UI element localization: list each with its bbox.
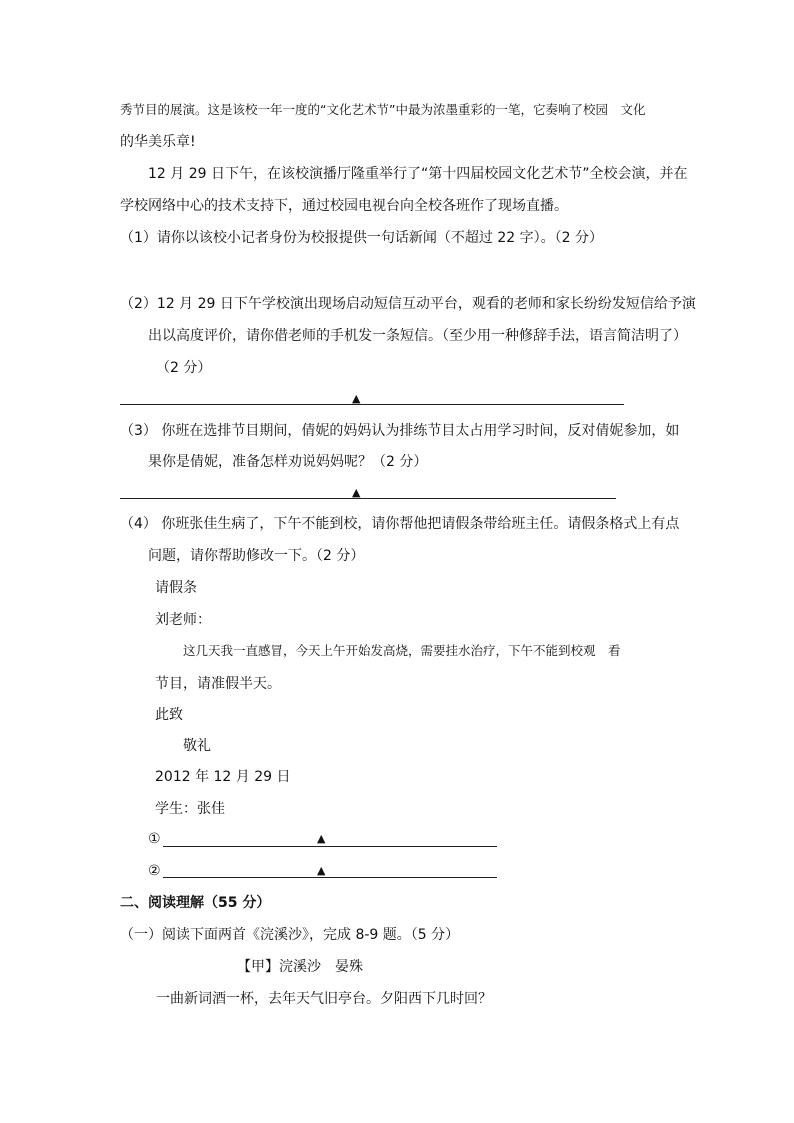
intro-line-3: 12 月 29 日下午，在该校演播厅隆重举行了“第十四届校园文化艺术节”全校会演，并在 [148,166,688,182]
triangle-marker-icon: ▲ [317,864,326,877]
leave-note-body-1: 这几天我一直感冒，今天上午开始发高烧，需要挂水治疗，下午不能到校观 看 [183,643,621,658]
intro-line-4: 学校网络中心的技术支持下，通过校园电视台向全校各班作了现场直播。 [120,198,568,214]
question-2-line-1: （2）12 月 29 日下午学校演出现场启动短信互动平台，观看的老师和家长纷纷发短信给予演 [120,296,696,312]
question-3-line-1: （3） 你班在选排节目期间，倩妮的妈妈认为排练节目太占用学习时间，反对倩妮参加，如 [120,423,680,439]
triangle-marker-icon: ▲ [352,486,361,499]
answer-line-1 [163,846,497,847]
answer-line-q2 [120,404,624,405]
question-1-text: （1）请你以该校小记者身份为校报提供一句话新闻（不超过 22 字）。（2 分） [120,230,603,246]
question-3-line-2: 果你是倩妮，准备怎样劝说妈妈呢？（2 分） [148,454,428,470]
leave-note-date: 2012 年 12 月 29 日 [155,769,291,785]
leave-note-salutation: 刘老师： [155,612,211,628]
intro-line-2: 的华美乐章! [120,134,196,150]
leave-note-signature: 学生：张佳 [155,801,225,817]
leave-note-title: 请假条 [155,580,197,596]
question-4-line-1: （4） 你班张佳生病了，下午不能到校，请你帮他把请假条带给班主任。请假条格式上有点 [120,516,680,532]
question-4-line-2: 问题，请你帮助修改一下。（2 分） [148,548,365,564]
poem-line-1: 一曲新词酒一杯，去年天气旧亭台。夕阳西下几时回？ [156,991,492,1007]
triangle-marker-icon: ▲ [317,832,326,845]
section-heading: 二、阅读理解（55 分） [120,895,271,911]
triangle-marker-icon: ▲ [352,392,361,405]
answer-line-2 [163,877,497,878]
question-2-line-2: 出以高度评价，请你借老师的手机发一条短信。（至少用一种修辞手法，语言简洁明了） [148,328,687,344]
poem-title: 【甲】浣溪沙 晏殊 [237,959,363,975]
leave-note-body-2: 节目，请准假半天。 [155,676,281,692]
leave-note-closing-2: 敬礼 [183,738,211,754]
section-subheading: （一）阅读下面两首《浣溪沙》，完成 8-9 题。（5 分） [120,927,460,943]
answer-1-number: ① [148,831,161,847]
intro-line-1: 秀节目的展演。这是该校一年一度的“文化艺术节”中最为浓墨重彩的一笔，它奏响了校园 文化 [120,102,646,117]
question-2-line-3: （2 分） [156,360,212,376]
leave-note-closing-1: 此致 [155,707,183,723]
answer-2-number: ② [148,863,161,879]
answer-line-q3 [120,498,616,499]
